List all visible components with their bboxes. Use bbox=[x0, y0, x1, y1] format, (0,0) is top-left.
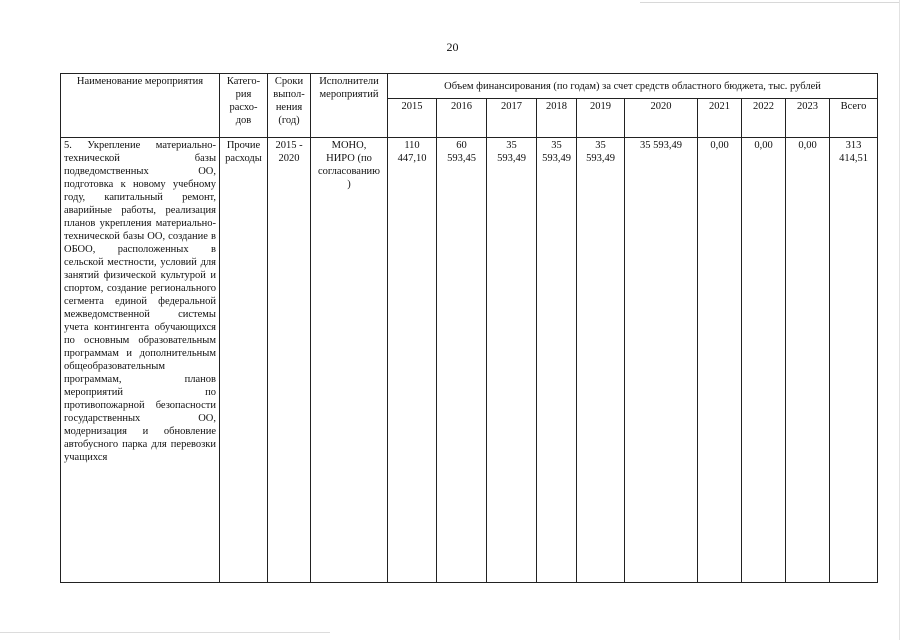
total-header: Всего bbox=[830, 99, 878, 138]
year-header: 2023 bbox=[786, 99, 830, 138]
year-header: 2019 bbox=[577, 99, 625, 138]
value-cell: 0,00 bbox=[698, 138, 742, 583]
header-category: Катего- рия расхо- дов bbox=[220, 74, 268, 138]
page-number: 20 bbox=[446, 40, 459, 54]
budget-table bbox=[60, 73, 878, 583]
header-executors: Исполнители мероприятий bbox=[311, 74, 388, 138]
year-header: 2018 bbox=[537, 99, 577, 138]
header-name: Наименование мероприятия bbox=[61, 74, 220, 138]
header-funding: Объем финансирования (по годам) за счет средств областного бюджета, тыс. рублей bbox=[388, 74, 878, 99]
table-row bbox=[61, 138, 878, 583]
executors: МОНО, НИРО (по согласованию ) bbox=[311, 138, 388, 583]
scan-artifact-bottom bbox=[0, 632, 330, 633]
value-cell: 35 593,49 bbox=[625, 138, 698, 583]
year-header: 2017 bbox=[487, 99, 537, 138]
year-header: 2020 bbox=[625, 99, 698, 138]
scan-artifact-top bbox=[640, 2, 900, 3]
activity-name: 5. Укрепление материально-технической базы подведомственных ОО, подготовка к новому учебному году, капитальный ремонт, аварийные работы, реализация планов укрепления материально-технической базы ОО, создание в ОБОО, расположенных в сельской местности, условий для занятий физической культурой и спортом, создание регионального сегмента единой федеральной межведомственной системы учета контингента обучающихся по основным образовательным программам и дополнительным общеобразовательным программам, планов мероприятий по противопожарной безопасности государственных ОО, модернизация и обновление автобусного парка для перевозки учащихся bbox=[61, 138, 220, 583]
year-header: 2015 bbox=[388, 99, 437, 138]
total-cell: 313 414,51 bbox=[830, 138, 878, 583]
value-cell: 35 593,49 bbox=[487, 138, 537, 583]
year-header: 2016 bbox=[437, 99, 487, 138]
year-header: 2021 bbox=[698, 99, 742, 138]
header-terms: Сроки выпол- нения (год) bbox=[268, 74, 311, 138]
value-cell: 60 593,45 bbox=[437, 138, 487, 583]
value-cell: 35 593,49 bbox=[537, 138, 577, 583]
scan-artifact-right bbox=[899, 0, 900, 640]
header-row bbox=[61, 74, 878, 99]
value-cell: 110 447,10 bbox=[388, 138, 437, 583]
value-cell: 35 593,49 bbox=[577, 138, 625, 583]
year-header: 2022 bbox=[742, 99, 786, 138]
expense-category: Прочие расходы bbox=[220, 138, 268, 583]
value-cell: 0,00 bbox=[742, 138, 786, 583]
value-cell: 0,00 bbox=[786, 138, 830, 583]
execution-terms: 2015 - 2020 bbox=[268, 138, 311, 583]
